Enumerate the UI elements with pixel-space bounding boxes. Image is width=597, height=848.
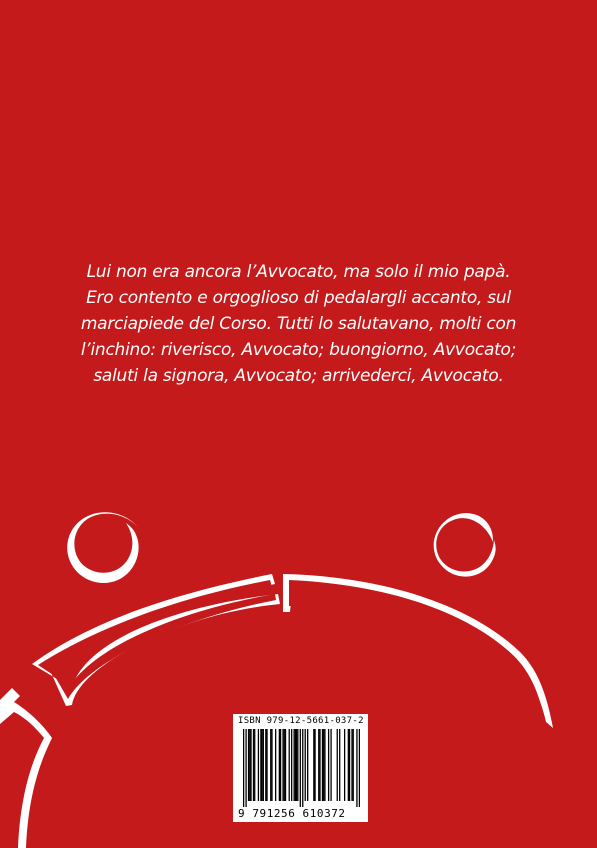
barcode-bar: [279, 729, 280, 801]
barcode-bar: [351, 729, 352, 801]
barcode-bar: [344, 729, 345, 801]
barcode-bar: [280, 729, 281, 801]
barcode-bar: [348, 729, 349, 801]
blurb-line: marciapiede del Corso. Tutti lo salutavano, molti con: [80, 314, 517, 334]
barcode-bar: [305, 729, 306, 801]
barcode-bar: [284, 729, 285, 801]
barcode-bars: [243, 729, 360, 807]
barcode-bar: [313, 729, 314, 801]
barcode-bar: [356, 729, 357, 807]
barcode-bar: [253, 729, 254, 801]
barcode-bar: [318, 729, 319, 801]
left-wheel-circle: [67, 512, 138, 583]
isbn-barcode: [233, 714, 368, 822]
barcode-bar: [271, 729, 272, 801]
barcode-bar: [330, 729, 331, 801]
blurb-line: saluti la signora, Avvocato; arrivederci, Avvocato.: [93, 366, 504, 386]
barcode-bar: [349, 729, 350, 801]
barcode-bar: [261, 729, 262, 801]
barcode-bar: [265, 729, 266, 801]
barcode-bar: [314, 729, 315, 801]
barcode-bar: [322, 729, 323, 801]
barcode-bar: [359, 729, 360, 807]
barcode-bar: [323, 729, 324, 801]
barcode-bar: [254, 729, 255, 801]
barcode-bar: [293, 729, 294, 801]
barcode-bar: [300, 729, 301, 807]
barcode-bar: [339, 729, 340, 801]
barcode-bar: [249, 729, 250, 801]
barcode-bar: [337, 729, 338, 801]
barcode-bar: [328, 729, 329, 801]
barcode-bar: [245, 729, 246, 807]
barcode-bar: [258, 729, 259, 801]
barcode-bar: [285, 729, 286, 801]
barcode-bar: [302, 729, 303, 807]
ean-digits: 9 791256 610372: [238, 807, 346, 820]
barcode-bar: [243, 729, 244, 807]
barcode-bar: [260, 729, 261, 801]
right-wheel-circle: [434, 513, 496, 576]
barcode-bar: [275, 729, 276, 801]
barcode-bar: [297, 729, 298, 801]
barcode-bar: [250, 729, 251, 801]
barcode-bar: [295, 729, 296, 801]
barcode-bar: [324, 729, 325, 801]
barcode-bar: [282, 729, 283, 801]
barcode-bar: [270, 729, 271, 801]
blurb-line: Ero contento e orgoglioso di pedalargli accanto, sul: [86, 288, 511, 308]
blurb-line: Lui non era ancora l’Avvocato, ma solo il mio papà.: [86, 262, 511, 282]
barcode-bar: [263, 729, 264, 801]
blurb-line: l’inchino: riverisco, Avvocato; buongiorno, Avvocato;: [80, 340, 517, 360]
barcode-bar: [296, 729, 297, 801]
barcode-bar: [248, 729, 249, 801]
barcode-bar: [319, 729, 320, 801]
big-wheel-arc: [0, 688, 52, 848]
barcode-bar: [353, 729, 354, 801]
isbn-label: ISBN 979-12-5661-037-2: [238, 716, 364, 726]
barcode-bar: [307, 729, 308, 801]
barcode-bar: [266, 729, 267, 801]
barcode-bar: [289, 729, 290, 801]
barcode-bar: [291, 729, 292, 801]
